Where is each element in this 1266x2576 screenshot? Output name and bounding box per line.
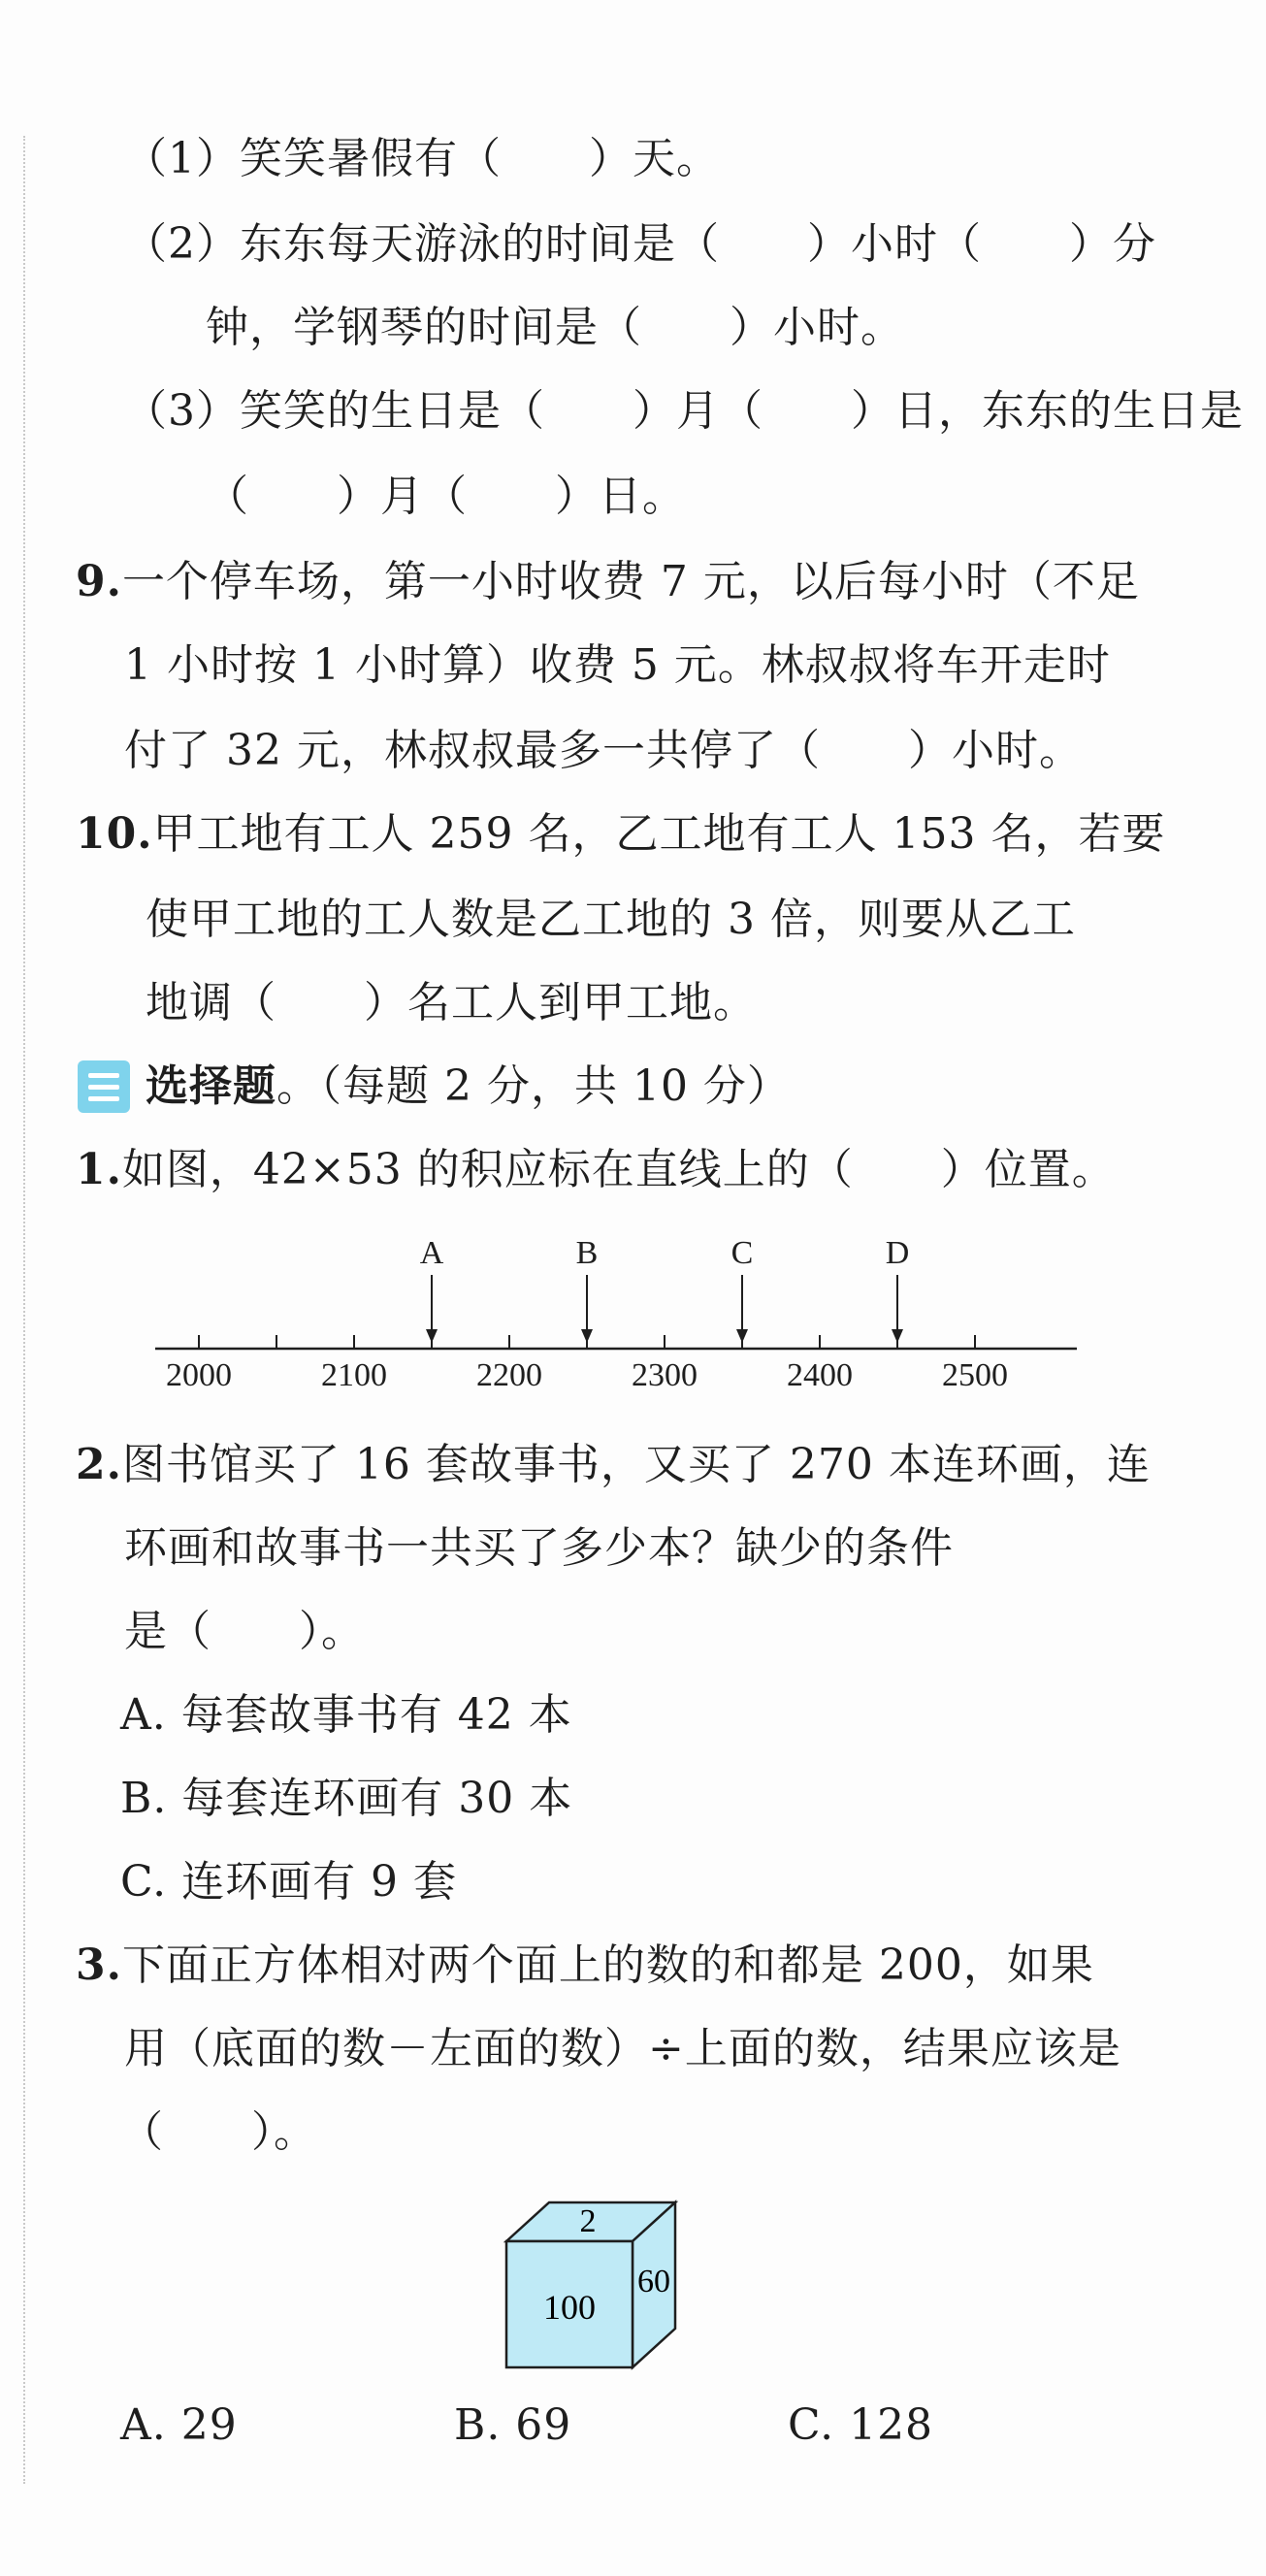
q8-part3-line2: （ ）月（ ）日。 — [206, 472, 686, 521]
choice-3-text1: 下面正方体相对两个面上的数的和都是 200，如果 — [121, 1940, 1094, 1990]
choice-3-number: 3. — [76, 1940, 122, 1990]
q8-part3-line1: （3）笑笑的生日是（ ）月（ ）日，东东的生日是 — [124, 386, 1244, 436]
number-line-tick-label: 2500 — [942, 1357, 1008, 1393]
question-10-line3: 地调（ ）名工人到甲工地。 — [146, 978, 757, 1027]
number-line-marker-label: B — [575, 1235, 599, 1271]
number-line-marker-arrowhead — [581, 1329, 593, 1343]
number-line-tick-label: 2300 — [632, 1357, 698, 1393]
section-3-note: 。（每题 2 分，共 10 分） — [276, 1061, 791, 1111]
choice-2-number: 2. — [76, 1440, 122, 1489]
choice-2-text1: 图书馆买了 16 套故事书，又买了 270 本连环画，连 — [121, 1440, 1151, 1489]
section-3-title: 选择题 — [146, 1061, 276, 1111]
cube-front-number: 100 — [543, 2288, 596, 2327]
question-10-text1: 甲工地有工人 259 名，乙工地有工人 153 名，若要 — [152, 809, 1166, 859]
question-10-line2: 使甲工地的工人数是乙工地的 3 倍，则要从乙工 — [146, 895, 1076, 944]
number-line-marker-arrowhead — [736, 1329, 748, 1343]
question-10-line1 — [76, 805, 1165, 864]
question-9-number: 9. — [76, 557, 122, 606]
choice-2-line3: 是（ ）。 — [124, 1607, 365, 1656]
number-line-marker-label: A — [419, 1235, 444, 1271]
choice-3-option-b[interactable]: B. 69 — [454, 2400, 572, 2450]
number-line-marker-arrowhead — [892, 1329, 903, 1343]
choice-3-line1 — [76, 1937, 1094, 1995]
number-line-marker-label: D — [885, 1235, 910, 1271]
choice-1-number: 1. — [76, 1145, 122, 1194]
choice-3-option-a[interactable]: A. 29 — [120, 2400, 238, 2450]
choice-3-line3: （ ）。 — [120, 2107, 317, 2157]
question-10-number: 10. — [76, 809, 153, 859]
q8-part2-line2: 钟，学钢琴的时间是（ ）小时。 — [206, 303, 904, 352]
number-line-marker-arrowhead — [426, 1329, 438, 1343]
number-line-marker-label: C — [730, 1235, 754, 1271]
number-line-tick-label: 2100 — [321, 1357, 387, 1393]
cube-figure — [495, 2183, 689, 2377]
q8-part1: （1）笑笑暑假有（ ）天。 — [124, 134, 720, 183]
cube-top-number: 2 — [579, 2203, 597, 2239]
number-line-figure — [146, 1232, 1077, 1397]
question-9-text1: 一个停车场，第一小时收费 7 元，以后每小时（不足 — [121, 557, 1140, 606]
question-9-line2: 1 小时按 1 小时算）收费 5 元。林叔叔将车开走时 — [124, 640, 1111, 690]
section-3-header — [146, 1058, 791, 1116]
choice-2-line1 — [76, 1436, 1151, 1494]
question-9-line3: 付了 32 元，林叔叔最多一共停了（ ）小时。 — [124, 726, 1083, 775]
choice-2-option-a[interactable]: A. 每套故事书有 42 本 — [120, 1690, 572, 1740]
question-9-line1 — [76, 553, 1140, 611]
page-margin-line — [23, 136, 25, 2484]
cube-right-number: 60 — [637, 2264, 670, 2299]
section-3-icon — [78, 1060, 130, 1113]
choice-1-text: 如图，42×53 的积应标在直线上的（ ）位置。 — [121, 1145, 1116, 1194]
choice-3-line2: 用（底面的数－左面的数）÷上面的数，结果应该是 — [124, 2024, 1121, 2073]
number-line-tick-label: 2000 — [166, 1357, 232, 1393]
choice-2-option-b[interactable]: B. 每套连环画有 30 本 — [120, 1774, 573, 1823]
choice-3-option-c[interactable]: C. 128 — [788, 2400, 934, 2450]
choice-2-option-c[interactable]: C. 连环画有 9 套 — [120, 1857, 458, 1907]
q8-part2-line1: （2）东东每天游泳的时间是（ ）小时（ ）分 — [124, 219, 1156, 269]
number-line-tick-label: 2200 — [476, 1357, 542, 1393]
choice-2-line2: 环画和故事书一共买了多少本？缺少的条件 — [124, 1523, 954, 1573]
number-line-tick-label: 2400 — [787, 1357, 853, 1393]
choice-1-line — [76, 1141, 1116, 1199]
